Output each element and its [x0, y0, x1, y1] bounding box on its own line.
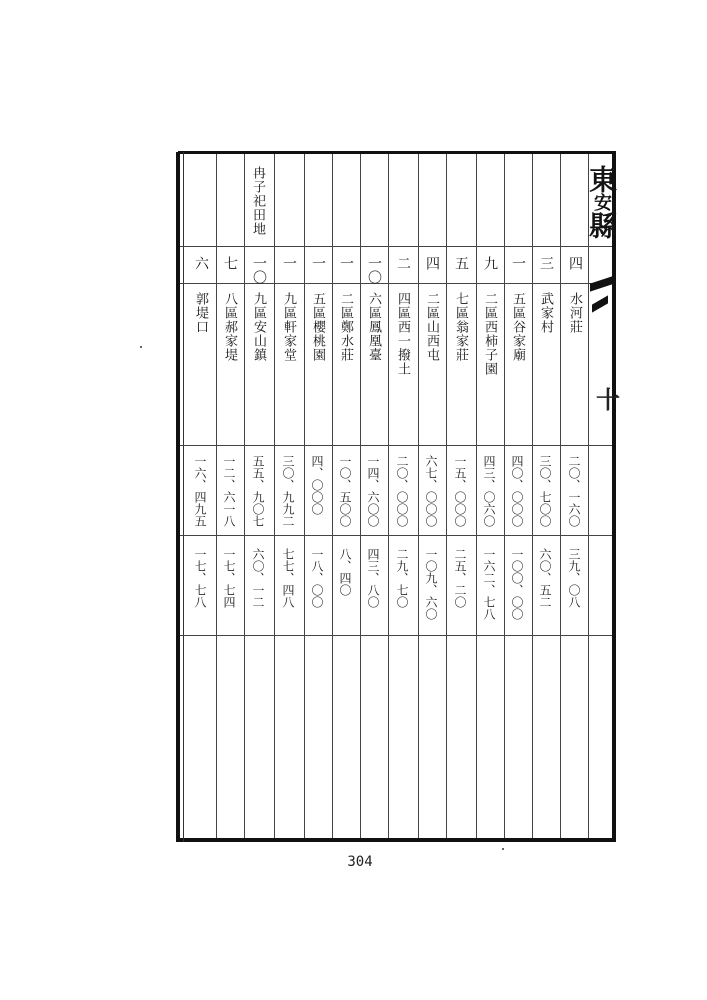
col-rule — [304, 154, 305, 838]
row-count: 二 — [395, 256, 411, 270]
row-value-1: 四、〇〇〇 — [310, 455, 324, 515]
header-title — [585, 165, 618, 239]
row-place: 水河莊 — [567, 292, 582, 334]
row-value-2: 一〇九、六〇 — [424, 548, 438, 620]
row-value-1: 四三、〇六〇 — [482, 455, 496, 527]
row-value-2: 六〇、五二 — [538, 548, 552, 608]
row-count: 九 — [482, 256, 498, 270]
col-rule — [216, 154, 217, 838]
row-place: 八區郝家堤 — [222, 292, 237, 362]
col-rule — [588, 154, 589, 838]
section-label: 冉子祀田地 — [250, 166, 265, 236]
row-place: 七區翁家莊 — [453, 292, 468, 362]
row-place: 武家村 — [538, 292, 553, 334]
row-count: 四 — [567, 256, 583, 270]
col-rule — [476, 154, 477, 838]
row-place: 九區安山鎮 — [251, 292, 266, 362]
row-value-1: 二〇、〇〇〇 — [395, 455, 409, 527]
col-rule — [560, 154, 561, 838]
row-value-2: 一〇〇、〇〇 — [510, 548, 524, 620]
col-rule — [388, 154, 389, 838]
col-rule — [532, 154, 533, 838]
row-place: 二區山西屯 — [424, 292, 439, 362]
row-value-1: 二〇、一六〇 — [567, 455, 581, 527]
row-count: 一 — [338, 256, 354, 270]
row-place: 五區谷家廟 — [510, 292, 525, 362]
row-count: 一 — [310, 256, 326, 270]
row-place: 四區西一撥土 — [395, 292, 410, 376]
row-count: 七 — [222, 256, 238, 270]
row-value-2: 七七、四八 — [281, 548, 295, 608]
row-place: 郭堤口 — [193, 292, 208, 334]
col-rule — [360, 154, 361, 838]
row-value-2: 一八、〇〇 — [310, 548, 324, 608]
col-rule — [418, 154, 419, 838]
row-count: 一 — [510, 256, 526, 270]
row-value-1: 一四、六〇〇 — [366, 455, 380, 527]
row-value-1: 一六、四九五 — [193, 455, 207, 527]
row-value-2: 二九、七〇 — [395, 548, 409, 608]
row-value-1: 五五、九〇七 — [251, 455, 265, 527]
ink-mark: 十 — [596, 385, 620, 414]
row-value-2: 一七、七八 — [193, 548, 207, 608]
col-rule — [244, 154, 245, 838]
col-rule — [332, 154, 333, 838]
row-count: 六 — [193, 256, 209, 270]
row-value-2: 二五、二〇 — [453, 548, 467, 608]
row-value-1: 六七、〇〇〇 — [424, 455, 438, 527]
row-value-1: 三〇、七〇〇 — [538, 455, 552, 527]
row-count: 五 — [453, 256, 469, 270]
row-value-2: 六〇、一二 — [251, 548, 265, 608]
row-count: 一 — [281, 256, 297, 270]
print-speck — [140, 346, 142, 348]
row-place: 五區櫻桃園 — [310, 292, 325, 362]
row-value-2: 三九、〇八 — [567, 548, 581, 608]
frame-bottom-border — [178, 838, 615, 842]
ink-mark — [592, 295, 608, 312]
row-value-1: 一五、〇〇〇 — [453, 455, 467, 527]
col-rule — [274, 154, 275, 838]
header-char: 縣 — [585, 211, 618, 239]
header-char: 安 — [591, 193, 612, 211]
row-value-2: 一六二、七八 — [482, 548, 496, 620]
row-count: 一〇 — [366, 256, 382, 284]
ink-mark — [590, 276, 612, 291]
row-place: 九區軒家堂 — [281, 292, 296, 362]
row-value-1: 一〇、五〇〇 — [338, 455, 352, 527]
row-count: 一〇 — [251, 256, 267, 284]
row-value-1: 一二、六一八 — [222, 455, 236, 527]
row-value-2: 一七、七四 — [222, 548, 236, 608]
row-place: 二區鄭水莊 — [338, 292, 353, 362]
row-count: 三 — [538, 256, 554, 270]
page-number: 304 — [347, 854, 373, 870]
row-value-1: 四〇、〇〇〇 — [510, 455, 524, 527]
row-value-2: 八、四〇 — [338, 548, 352, 596]
frame-left-border — [176, 152, 180, 842]
row-place: 二區西柿子園 — [482, 292, 497, 376]
print-speck — [502, 848, 504, 850]
col-rule — [446, 154, 447, 838]
row-value-2: 四三、八〇 — [366, 548, 380, 608]
frame-left-inner-border — [183, 152, 184, 842]
col-rule — [504, 154, 505, 838]
row-place: 六區鳳凰臺 — [366, 292, 381, 362]
header-char: 東 — [585, 165, 618, 193]
frame-right-border — [612, 151, 616, 842]
row-count: 四 — [424, 256, 440, 270]
row-value-1: 三〇、九九二 — [281, 455, 295, 527]
